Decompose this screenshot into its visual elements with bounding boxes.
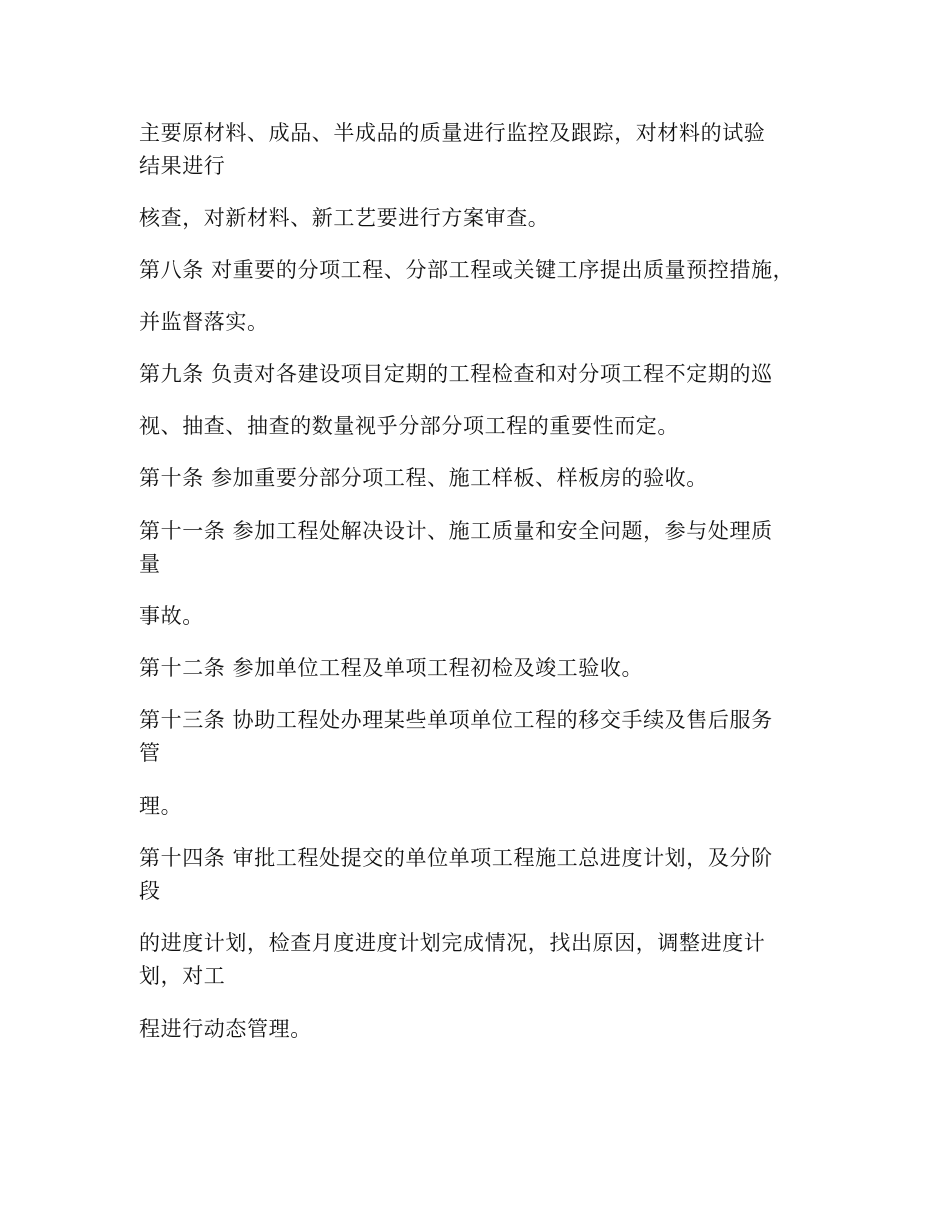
text-line: 第十二条 参加单位工程及单项工程初检及竣工验收。	[139, 656, 644, 680]
text-line: 主要原材料、成品、半成品的质量进行监控及跟踪，对材料的试验	[139, 121, 766, 145]
text-line: 并监督落实。	[139, 310, 269, 334]
text-line: 第十一条 参加工程处解决设计、施工质量和安全问题，参与处理质	[139, 519, 773, 543]
text-line: 事故。	[139, 604, 204, 628]
text-line: 第十四条 审批工程处提交的单位单项工程施工总进度计划，及分阶	[139, 846, 773, 870]
text-line: 第十三条 协助工程处办理某些单项单位工程的移交手续及售后服务	[139, 708, 773, 732]
text-line: 划，对工	[139, 964, 226, 988]
text-line: 的进度计划，检查月度进度计划完成情况，找出原因，调整进度计	[139, 931, 766, 955]
text-line: 理。	[139, 794, 183, 818]
text-line: 第八条 对重要的分项工程、分部工程或关键工序提出质量预控措施，	[139, 258, 795, 282]
text-line: 程进行动态管理。	[139, 1017, 312, 1041]
text-line: 段	[139, 879, 161, 903]
text-line: 第十条 参加重要分部分项工程、施工样板、样板房的验收。	[139, 466, 708, 490]
text-line: 结果进行	[139, 154, 226, 178]
text-line: 核查，对新材料、新工艺要进行方案审查。	[139, 206, 550, 230]
text-line: 量	[139, 552, 161, 576]
text-line: 管	[139, 741, 161, 765]
text-line: 视、抽查、抽查的数量视乎分部分项工程的重要性而定。	[139, 414, 679, 438]
text-line: 第九条 负责对各建设项目定期的工程检查和对分项工程不定期的巡	[139, 362, 773, 386]
